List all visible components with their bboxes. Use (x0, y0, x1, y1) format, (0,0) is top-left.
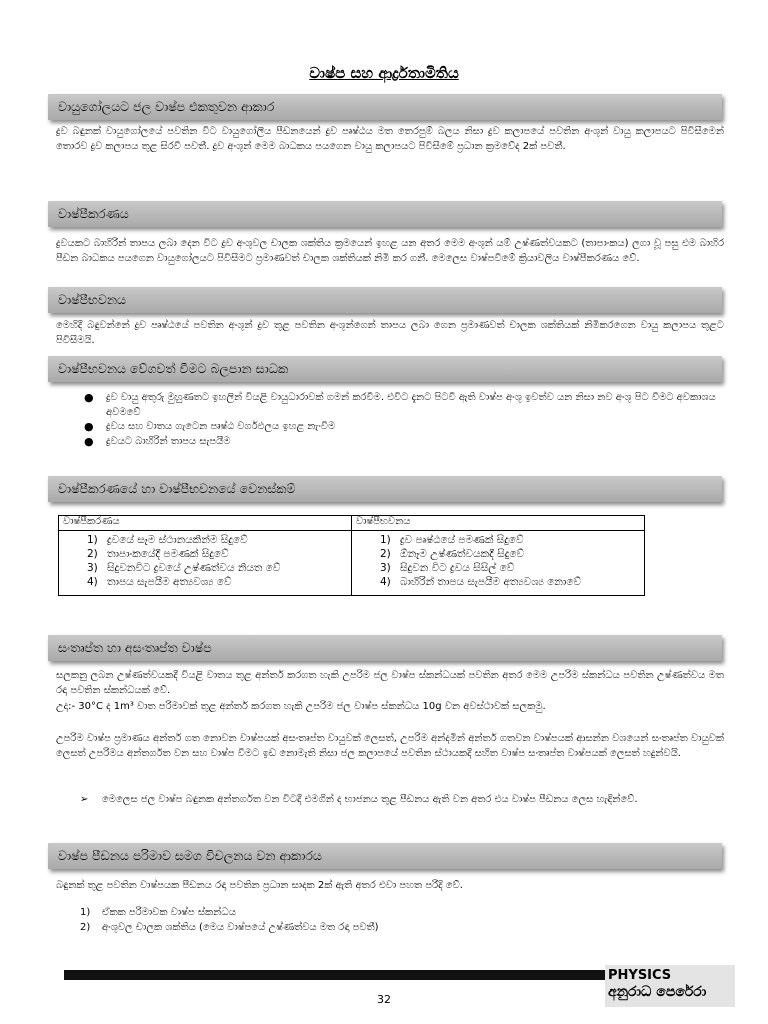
differences-table (58, 515, 645, 596)
example-line: උදා:- 30°C ද 1m³ වාත පරිමාවක් තුළ අන්තර් කරගත හැකි උපරිම ජල වාෂ්ප ස්කන්ධය 10g වන අවස්ථාවක් සලකමු. (56, 701, 546, 712)
list-item: 1) ද්‍රවයේ සෑම ස්ථානයකින්ම සිදුවේ (87, 534, 248, 546)
section-paragraph-saturated-vapour: සලකනු ලබන උෂ්ණත්වයකදී වියළි වාතය තුළ අන්තර් කරගත හැකි උපරිම ජල වාෂ්ප ස්කන්ධයක් පවතින අතර මෙම උපරිම ස්කන්ධය පවතින උෂ්ණත්වය මත රඳා පවතින ස්කන්ධයක් වේ. (56, 670, 724, 696)
section-heading-vapour-pressure-volume: වාෂ්ප පීඩනය පරිමාව සමග විචලනය වන ආකාරය (48, 843, 722, 869)
list-item: 2) තාපාංකයේදී පමණක් සිදුවේ (87, 548, 229, 560)
list-item: ● ද්‍රවයට බාහිරින් තාපය සැපයීම (84, 434, 231, 448)
list-item: ● ද්‍රවය සහ වාතය ගැටෙන පෘෂ්ඨ වර්ගඵලය ඉහළ නැංවීම (84, 420, 336, 433)
vapour-pressure-factors-list (80, 905, 680, 935)
section-paragraph-vaporization: ද්‍රවයකට බාහිරින් තාපය ලබා දෙන විට ද්‍රව අංශුවල චාලක ශක්තිය ක්‍රමයෙන් ඉහළ යන අතර මෙම අංශුන් යම් උෂ්ණත්වයකට (තාපාංකය) ලගා වූ පසු එම බාහිර පීඩන බාධකය පයගෙන වායුගෝලයට පිවිසීමට ප්‍රමාණවත් චාලක ශක්තියක් නිමි කර ගනී. මෙලෙස වාෂ්පවීමේ ක්‍රියාවලිය වාෂ්පීකරණය වේ. (56, 238, 724, 264)
list-item: 4) බාහිරින් තාපය සැපයීම අත්‍යවශ්‍ය නොවේ (380, 576, 582, 588)
footer-divider (64, 970, 606, 980)
list-item: 1) ද්‍රව පෘෂ්ඨයේ පමණක් සිදුවේ (380, 534, 524, 546)
section-heading-differences: වාෂ්පීකරණයේ හා වාෂ්පීභවනයේ වෙනස්කම් (48, 476, 722, 502)
table-header-evaporation: වාෂ්පීභවනය (352, 516, 645, 531)
list-item: ● ද්‍රව වායු අතුරු මුහුණතට ඉහලින් වියළි වායුධාරාවක් ගමන් කරවීම. එවිට දැනට පිටවී ඇති වාෂ්ප අංශු ඉවත්ව යන නිසා නව අංශු පිට වීමට අවකාශය අවමවේ (84, 391, 716, 418)
list-item: 2) ඕනෑම උෂ්ණත්වයකදී සිදුවේ (380, 548, 525, 560)
section-heading-water-vapour-entry: වායුගෝලයට ජල වාෂ්ප එකතුවන ආකාර (48, 94, 722, 120)
bullet-icon: ● (84, 434, 94, 448)
section-paragraph-evaporation: මෙහිදී බඳුවන්නේ ද්‍රව පෘෂ්ඨයේ පවතින අංශුන් ද්‍රව තුළ පවතින අංශුන්ගෙන් තාපය ලබා ගෙන ප්‍රමාණවත් චාලක ශක්තියක් නිමිකරගෙන වායු කලාපය තුළට පිවිසීමයි. (56, 320, 724, 346)
list-item: 3) සිදුවන විට ද්‍රවය සිසිල් වේ (380, 562, 515, 574)
page-number: 32 (377, 993, 391, 1006)
brand-subject: PHYSICS (608, 968, 672, 983)
list-item: 3) සිදුවනවිට ද්‍රවයේ උෂ්ණත්වය නියත වේ (87, 562, 281, 574)
table-header-vaporization: වාෂ්පීකරණය (59, 516, 352, 531)
section-heading-evaporation: වාෂ්පීභවනය (48, 287, 722, 313)
section-heading-vaporization: වාෂ්පීකරණය (48, 201, 722, 227)
table-cell-vaporization-list (59, 531, 352, 596)
brand-author: අනුරාධ පෙරේරා (608, 984, 707, 1000)
section-paragraph-saturated-vapour-2: උපරිම වාෂ්ප ප්‍රමාණය අන්තර් ගත නොවන වාෂ්පයක් අසංතෘප්ත වායුවක් ලෙසත්, උපරිම අන්දමින් අන්තර් ගතවන වාෂ්පයක් ආසන්න වශයෙන් සංතෘප්ත වායුවක් ලෙසත් උපරිමය අන්තර්ගත වන සහ වාෂ්ප වීමට ඉඩ නොමැති නිසා ජල කලාපයේ පවතින ස්ථායකදී සහිත වාෂ්ප සංතෘප්ත වාෂ්පයක් ලෙසත් හදුන්වයි. (56, 733, 724, 759)
vapour-pressure-note: ➢ මෙලෙස ජල වාෂ්ප බඳුනක අන්තර්ගත වන විටදී එමගින් ද භාජනය තුළ පීඩනය ඇති වන අතර එය වාෂ්ප පීඩනය ලෙස හැඳින්වේ. (80, 794, 638, 805)
list-item: 2) අංශුවල චාලක ශක්තිය (මෙය වාෂ්පයේ උෂ්ණත්වය මත රඳා පවතී) (80, 922, 379, 933)
arrow-bullet-icon: ➢ (80, 794, 89, 805)
list-item: 4) තාපය සැපයීම අත්‍යවශ්‍ය වේ (87, 576, 232, 588)
page-title: වාෂ්ප සහ ආර්ද්‍රතාමිතිය (309, 64, 459, 82)
evaporation-factors-list (84, 391, 724, 449)
table-cell-evaporation-list (352, 531, 645, 596)
section-paragraph-water-vapour-entry: ද්‍රව බඳුනක් වායුගෝලයේ පවතින විට වායුගෝලීය පීඩනයෙන් ද්‍රව පෘෂ්ඨය මත තෙරපුම් බලය නිසා ද්‍රව කලාපයේ පවතින අංශුන් වායු කලාපයට පිවිසීමෙන් තොරව ද්‍රව කලාපය තුළ සිරවී පවතී. ද්‍රව අංශුන් මෙම බාධකය පයගෙන වායු කලාපයට පිවිසීමේ ප්‍රධාන ක්‍රමවේද 2ක් පවතී. (56, 126, 724, 152)
list-item: 1) ඒකක පරිමාවක වාෂ්ප ස්කන්ධය (80, 907, 236, 918)
section-paragraph-vapour-pressure-volume: බඳුනක් තුළ පවතින වාෂ්පයක පීඩනය රඳා පවතින ප්‍රධාන සාදක 2ක් ඇති අතර එවා පහත පරිදි වේ. (56, 880, 463, 891)
bullet-icon: ● (84, 420, 94, 433)
bullet-icon: ● (84, 391, 94, 404)
section-heading-saturated-vapour: සංතෘප්ත හා අසංතෘප්ත වාෂ්ප (48, 635, 722, 661)
section-heading-evaporation-factors: වාෂ්පීභවනය වේගවත් වීමට බලපාන සාධක (48, 356, 722, 382)
